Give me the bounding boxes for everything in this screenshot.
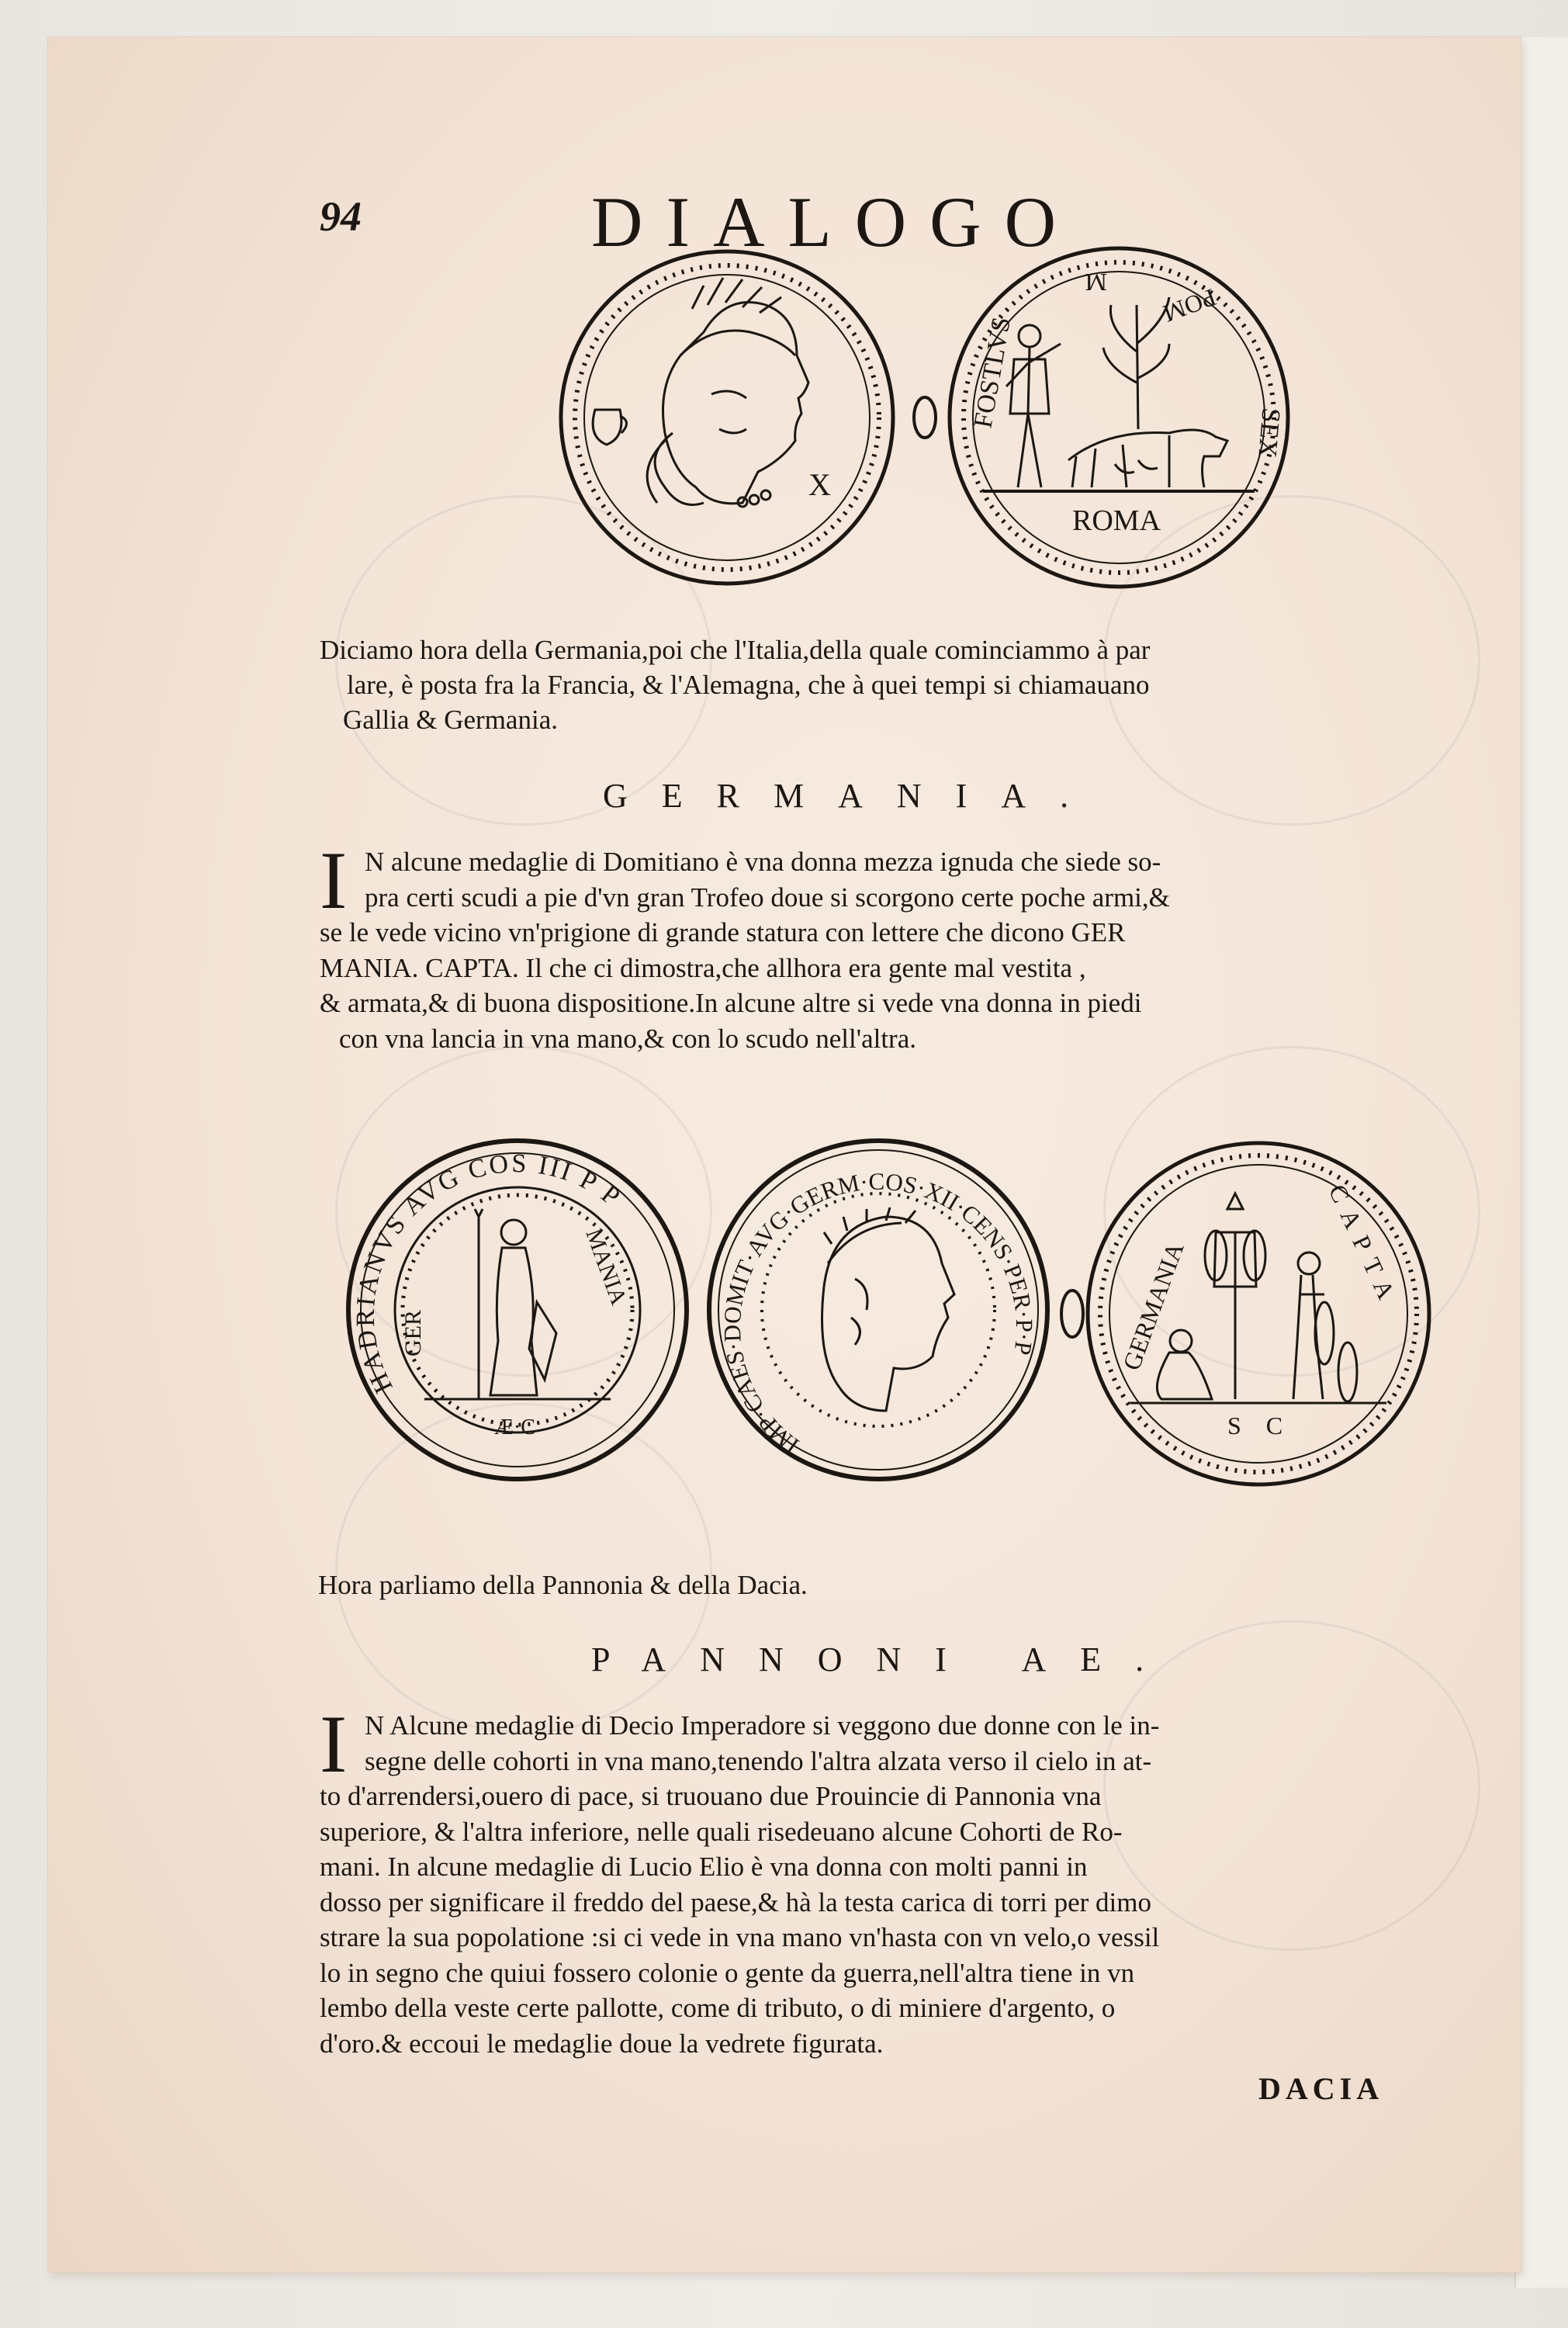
paragraph-line: MANIA. CAPTA. Il che ci dimostra,che allhora era gente mal vestita , (320, 952, 1086, 983)
laureate-head-icon (822, 1207, 955, 1411)
transition-line (318, 1568, 1249, 1602)
paragraph-line: lo in segno che quiui fossero colonie o gente da guerra,nell'altra tiene in vn (320, 1957, 1135, 1988)
drop-cap: I (320, 1699, 348, 1789)
drop-cap: I (320, 835, 348, 926)
paragraph-line: to d'arrendersi,ouero di pace, si truouano due Prouincie di Pannonia vna (320, 1781, 1102, 1811)
paragraph-line: pra certi scudi a pie d'vn gran Trofeo doue si scorgono certe poche armi,& (365, 882, 1170, 913)
seated-captive-icon (1157, 1330, 1212, 1399)
coin-legend-top: M (1085, 268, 1107, 296)
intro-line: Gallia & Germania. (343, 705, 558, 735)
transition-text: Hora parliamo della Pannonia & della Dacia. (318, 1570, 808, 1600)
coin-exergue: S C (1227, 1412, 1293, 1439)
paragraph-line: con vna lancia in vna mano,& con lo scudo nell'altra. (339, 1023, 916, 1054)
paragraph-line: segne delle cohorti in vna mano,tenendo l'altra alzata verso il cielo in at- (365, 1745, 1152, 1776)
section-heading-germania: GERMANIA. (603, 777, 1103, 815)
standing-captive-icon (1293, 1252, 1357, 1401)
coin-legend-right: SEX (1252, 407, 1286, 459)
coin-legend: IMP·CAES·DOMIT·AVG·GERM·COS·XII·CENS·PER·P·P (718, 1167, 1039, 1460)
adjacent-page-edge (1514, 37, 1568, 2288)
paragraph-line: dosso per significare il freddo del paese,& hà la testa carica di torri per dimo (320, 1886, 1151, 1917)
coin-domitian-head (700, 1131, 1057, 1488)
coin-germania-capta (1076, 1131, 1441, 1496)
paragraph-line: mani. In alcune medaglie di Lucio Elio è vna donna con molti panni in (320, 1852, 1088, 1882)
catchword: DACIA (1258, 2071, 1384, 2106)
coin-legend-top-right: POM (1159, 283, 1220, 328)
shepherd-icon (1006, 325, 1061, 487)
coin-exergue: Æ·C (494, 1415, 535, 1439)
paragraph-line: N alcune medaglie di Domitiano è vna donna mezza ignuda che siede so- (365, 847, 1161, 877)
paragraph-line: strare la sua popolatione :si ci vede in vna mano vn'hasta con vn velo,o vessil (320, 1922, 1160, 1952)
fig-tree-icon (1103, 297, 1169, 429)
coin-legend-left: FOSTLVS (968, 314, 1016, 431)
helmeted-head-icon (647, 278, 808, 507)
intro-line: lare, è posta fra la Francia, & l'Alemagna, che à quei tempi si chiamauano (347, 670, 1150, 700)
coin-legend: HADRIANVS AVG COS III P P (351, 1148, 627, 1398)
she-wolf-icon (1068, 430, 1227, 487)
paragraph-line: & armata,& di buona dispositione.In alcune altre si vede vna donna in piedi (320, 988, 1142, 1018)
germania-paragraph (320, 835, 1499, 1077)
coin-field-mark: X (808, 467, 831, 502)
coin-exergue: ROMA (1072, 504, 1161, 537)
coin-inner-legend-right: MANIA (580, 1225, 632, 1308)
coin-minerva-head (549, 239, 905, 596)
intro-paragraph (320, 632, 1483, 737)
pannoniae-paragraph (320, 1699, 1499, 2096)
jug-icon (593, 410, 626, 445)
paragraph-line: superiore, & l'altra inferiore, nelle quali risedeuano alcune Cohorti de Ro- (320, 1816, 1123, 1847)
trophy-icon (1205, 1193, 1265, 1399)
paragraph-line: N Alcune medaglie di Decio Imperadore si veggono due donne con le in- (365, 1710, 1160, 1741)
section-heading-pannoniae: PANNONI AE. (591, 1640, 1179, 1678)
coin-legend-right: CAPTA (1323, 1180, 1406, 1314)
coin-hadrian-germania (339, 1131, 696, 1488)
paragraph-line: lembo della veste certe pallotte, come di tributo, o di miniere d'argento, o (320, 1993, 1116, 2023)
coin-legend-left: GERMANIA (1116, 1238, 1189, 1374)
paragraph-line: se le vede vicino vn'prigione di grande statura con lettere che dicono GER (320, 917, 1126, 947)
standing-germania-icon (475, 1209, 556, 1399)
page-number: 94 (320, 193, 362, 240)
book-page (48, 37, 1521, 2272)
paragraph-line: d'oro.& eccoui le medaglie doue la vedrete figurata. (320, 2028, 884, 2059)
intro-line: Diciamo hora della Germania,poi che l'Italia,della quale cominciammo à par (320, 635, 1151, 665)
coin-inner-legend-left: GER (400, 1310, 426, 1356)
running-head: DIALOGO (591, 182, 1080, 262)
coin-she-wolf (936, 235, 1301, 600)
